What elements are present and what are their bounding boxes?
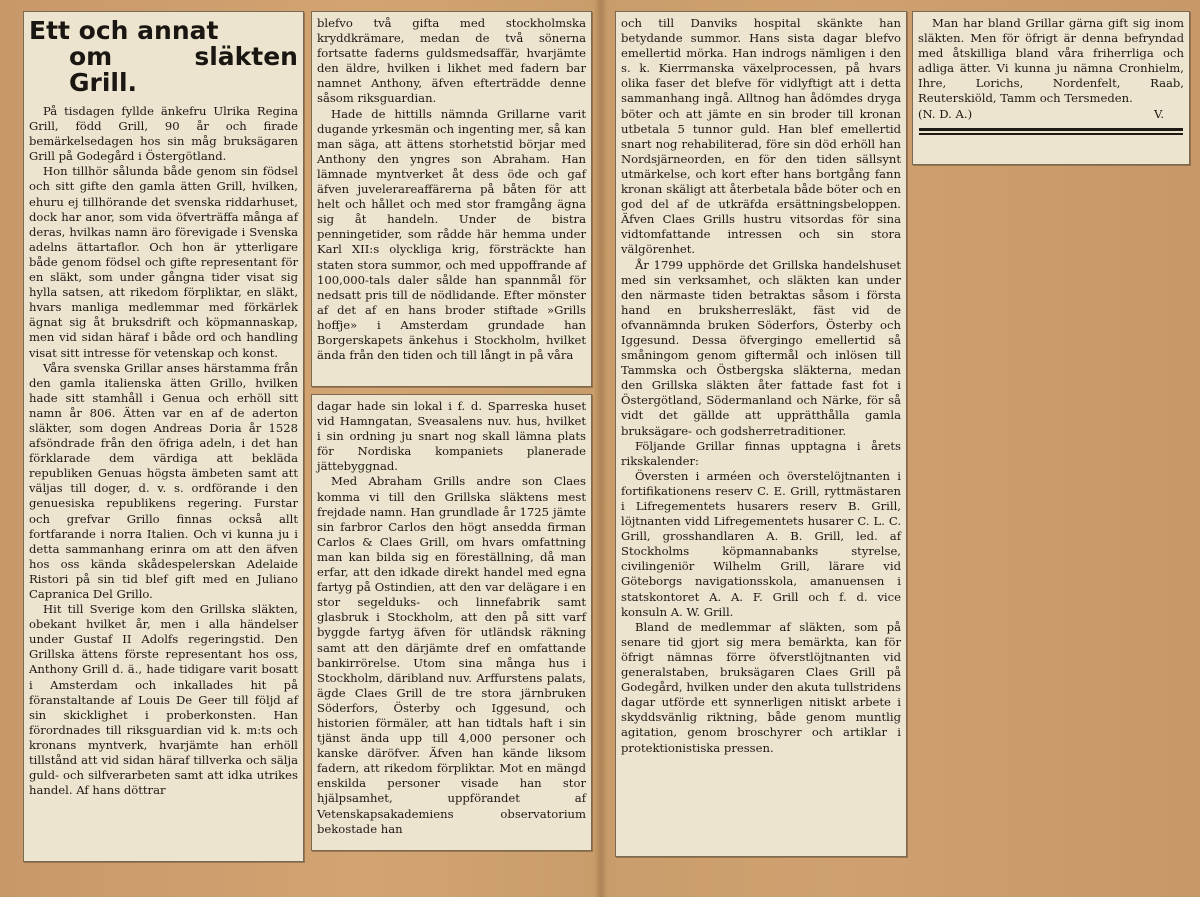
clipping-column-4 — [912, 11, 1190, 165]
paragraph: Bland de medlemmar af släkten, som på senare tid gjort sig mera bemärkta, kan för öfrigt nämnas förre öfverstlöjtnanten vid generalstaben, bruksägaren Claes Grill på Godegård, hvilken under den akuta tullstridens dagar utförde ett synnerligen nitiskt arbete i skyddsvänlig riktning, både genom muntlig agitation, genom broschyrer och artiklar i protektionistiska pressen. — [621, 619, 901, 755]
end-rule — [919, 128, 1183, 131]
paragraph: blefvo två gifta med stockholmska kryddkrämare, medan de två sönerna fortsatte faderns guldsmedsaffär, hvarjämte den äldre, hvilken i likhet med fadern bar namnet Anthony, äfven efterträdde denne såsom riksguardian. — [317, 16, 586, 106]
article-title-line-1: Ett och annat — [29, 16, 219, 45]
paragraph: dagar hade sin lokal i f. d. Sparreska huset vid Hamngatan, Sveasalens nuv. hus, hvilket i sin ordning ju snart nog skall lämna plats för Nordiska kompaniets planerade jättebyggnad. — [317, 399, 586, 474]
paragraph: År 1799 upphörde det Grillska handelshuset med sin verksamhet, och släkten kan under den närmaste tiden betraktas såsom i första hand en bruksherresläkt, fäst vid de ofvannämnda bruken Söderfors, Österby och Iggesund. Dessa öfvergingo emellertid så småningom genom giftermål och inlösen till Tammska och Östbergska släkterna, medan den Grillska släkten åter fattade fast fot i Östergötland, Södermanland och Närke, för så vidt det gällde att upprätthålla gamla bruksägare- och godsherretraditioner. — [621, 257, 901, 438]
paragraph: På tisdagen fyllde änkefru Ulrika Regina Grill, född Grill, 90 år och firade bemärkelsedagen hos sin måg bruksägaren Grill på Godegård i Östergötland. — [29, 104, 298, 164]
clipping-column-2-top — [311, 11, 592, 387]
signature-line — [918, 107, 1184, 122]
paragraph: Med Abraham Grills andre son Claes komma vi till den Grillska släktens mest frejdade namn. Han grundlade år 1725 jämte sin farbror Carlos den högt ansedda firman Carlos & Claes Grill, om hvars omfattning man kan bilda sig en föreställning, då man erfar, att den idkade direkt handel med egna fartyg på Ostindien, att den var delägare i en stor segelduks- och linnefabrik samt glasbruk i Stockholm, att den på sitt varf byggde fartyg äfven för utländsk räkning samt att den därjämte dref en omfattande bankirrörelse. Utom sina många hus i Stockholm, däribland nuv. Arffurstens palats, ägde Claes Grill de tre stora järnbruken Söderfors, Österby och Iggesund, och historien förmäler, att han tidtals haft i sin tjänst ända upp till 4,000 personer och kanske däröfver. Äfven han kände liksom fadern, att rikedom förpliktar. Mot en mängd enskilda personer visade han stor hjälpsamhet, uppförandet af Vetenskapsakademiens observatorium bekostade han — [317, 474, 586, 836]
page-fold — [594, 0, 608, 897]
author-signature: V. — [1153, 106, 1164, 121]
paragraph: Hit till Sverige kom den Grillska släkten, obekant hvilket år, men i alla händelser under Gustaf II Adolfs regeringstid. Den Grillska ättens förste representant hos oss, Anthony Grill d. ä., hade tidigare varit bosatt i Amsterdam och inkallades hit på föranstaltande af Louis De Geer till följd af sin skicklighet i proberkonsten. Han förordnades till riksguardian vid k. m:ts och kronans myntverk, hvarjämte han erhöll tillstånd att vid sidan häraf tillverka och sälja guld- och silfverarbeten samt att idka utrikes handel. Af hans döttrar — [29, 602, 298, 798]
paragraph: Man har bland Grillar gärna gift sig inom släkten. Men för öfrigt är denna befryndad med åtskilliga bland våra friherrliga och adliga ätter. Vi kunna ju nämna Cronhielm, Ihre, Lorichs, Nordenfelt, Raab, Reuterskiöld, Tamm och Tersmeden. — [918, 16, 1184, 106]
clipping-column-3 — [615, 11, 907, 857]
clipping-column-1 — [23, 11, 304, 862]
clipping-column-2-bottom — [311, 394, 592, 851]
article-title-line-2: om släkten Grill. — [69, 42, 298, 97]
paragraph: Hade de hittills nämnda Grillarne varit dugande yrkesmän och ingenting mer, så kan man säga, att ättens storhetstid börjar med Anthony den yngres son Abraham. Han lämnade myntverket åt dess öde och gaf äfven juvelerareaffärerna på båten för att helt och hållet och med stor framgång ägna sig åt handeln. Under de bistra penningetider, som rådde här hemma under Karl XII:s olyckliga krig, försträckte han staten stora summor, och med uppoffrande af 100,000-tals daler sålde han spannmål för nedsatt pris till de nödlidande. Efter mönster af det af en hans broder stiftade »Grills hoffje» i Amsterdam grundade han Borgerskapets änkehus i Stockholm, hvilket ända från den tiden och till långt in på våra — [317, 106, 586, 363]
end-rule — [919, 133, 1183, 135]
paragraph: Översten i arméen och överstelöjtnanten i fortifikationens reserv C. E. Grill, ryttmästaren i Lifregementets husarers reserv B. Grill, löjtnanten vidd Lifregementets husarer C. L. C. Grill, grosshandlaren A. B. Grill, led. af Stockholms köpmannabanks styrelse, civilingeniör Wilhelm Grill, lärare vid Göteborgs navigationsskola, amanuensen i statskontoret A. A. F. Grill och f. d. vice konsuln A. W. Grill. — [621, 468, 901, 619]
source-attribution: (N. D. A.) — [918, 106, 973, 121]
paragraph: och till Danviks hospital skänkte han betydande summor. Hans sista dagar blefvo emellertid mörka. Han indrogs nämligen i den s. k. Kierrmanska växelprocessen, på hvars olika faser det blefve för vidlyftigt att i detta sammanhang ingå. Alltnog han ådömdes dryga böter och att jämte en sin broder till kronan utbetala 5 tunnor guld. Han blef emellertid snart nog rehabiliterad, före sin död erhöll han Nordsjärneorden, en för den tiden sällsynt utmärkelse, och kort efter hans bortgång fann kronan skäligt att återbetala både böter och en god del af de utkräfda ersättningsbeloppen. Äfven Claes Grills hustru vitsordas för sina vidtomfattande intressen och sin stora välgörenhet. — [621, 16, 901, 257]
paragraph: Hon tillhör sålunda både genom sin födsel och sitt gifte den gamla ätten Grill, hvilken, ehuru ej tillhörande det svenska riddarhuset, dock har anor, som vida öfverträffa många af deras, hvilkas namn äro förevigade i Svenska adelns ättartaflor. Och hon är ytterligare både genom födsel och gifte representant för en släkt, som under gångna tider visat sig hylla satsen, att rikedom förpliktar, en släkt, hvars manliga medlemmar med förkärlek ägnat sig åt bruksdrift och köpmannaskap, men vid sidan häraf i både ord och handling visat sitt intresse för vetenskap och konst. — [29, 164, 298, 360]
paragraph: Följande Grillar finnas upptagna i årets rikskalender: — [621, 438, 901, 468]
paragraph: Våra svenska Grillar anses härstamma från den gamla italienska ätten Grillo, hvilken hade sitt stamhåll i Genua och erhöll sitt namn år 806. Ätten var en af de aderton släkter, som dogen Andreas Doria år 1528 afsöndrade från den öfriga adeln, i det han förklarade dem värdiga att bekläda republiken Genuas högsta ämbeten samt att väljas till doger, d. v. s. ordförande i den genuesiska republikens regering. Furstar och grefvar Grillo finnas också allt fortfarande i norra Italien. Och vi kunna ju i detta sammanhang erinra om att den äfven hos oss kända skådespelerskan Adelaide Ristori på sin tid blef gift med en Juliano Capranica Del Grillo. — [29, 360, 298, 601]
